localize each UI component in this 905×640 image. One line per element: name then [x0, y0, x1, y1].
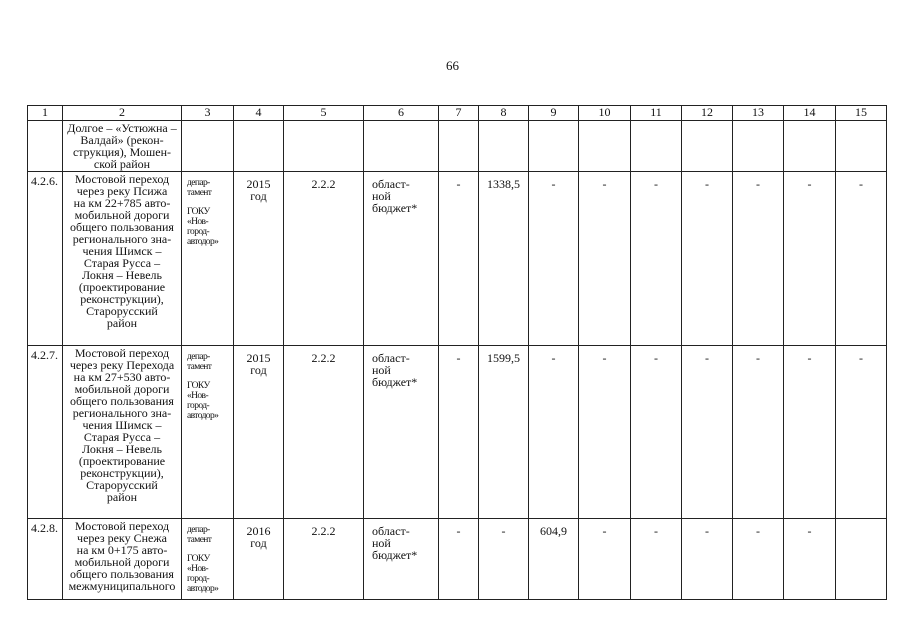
header-cell: 3 [182, 106, 234, 121]
header-row [28, 106, 887, 121]
value-cell: - [784, 172, 836, 346]
header-cell: 9 [529, 106, 579, 121]
year: 2015 год [234, 346, 284, 519]
value-cell: - [682, 519, 733, 600]
object-name: Мостовой переход через реку Перехода на км 27+530 авто- мобильной дороги общего пользования регионального зна- чения Шимск – Старая Русса – Локня – Невель (проектирование реконструкции), Старорусский район [63, 346, 182, 519]
header-cell: 13 [733, 106, 784, 121]
table-row [28, 172, 887, 346]
funding-source: област- ной бюджет* [364, 346, 439, 519]
value-cell: - [439, 172, 479, 346]
funding-source: област- ной бюджет* [364, 519, 439, 600]
value-cell: - [733, 519, 784, 600]
value-cell: - [579, 346, 631, 519]
target-code: 2.2.2 [284, 346, 364, 519]
value-cell: - [733, 172, 784, 346]
value-cell: - [682, 172, 733, 346]
value-cell: - [682, 346, 733, 519]
value-cell: - [784, 519, 836, 600]
value-cell: - [529, 346, 579, 519]
row-number: 4.2.7. [28, 346, 63, 519]
value-cell: - [631, 519, 682, 600]
value-cell: 1599,5 [479, 346, 529, 519]
value-cell: - [631, 346, 682, 519]
value-cell: - [836, 346, 887, 519]
table-row [28, 346, 887, 519]
header-cell: 2 [63, 106, 182, 121]
value-cell: - [439, 346, 479, 519]
header-cell: 7 [439, 106, 479, 121]
header-cell: 12 [682, 106, 733, 121]
header-cell: 8 [479, 106, 529, 121]
value-cell: - [733, 346, 784, 519]
header-cell: 4 [234, 106, 284, 121]
value-cell: - [529, 172, 579, 346]
value-cell: - [631, 172, 682, 346]
year: 2016 год [234, 519, 284, 600]
value-cell: 604,9 [529, 519, 579, 600]
value-cell: - [479, 519, 529, 600]
executor: депар- тамент ГОКУ «Нов- город- автодор» [182, 519, 234, 600]
header-cell: 6 [364, 106, 439, 121]
header-cell: 14 [784, 106, 836, 121]
value-cell: - [784, 346, 836, 519]
header-cell: 5 [284, 106, 364, 121]
target-code: 2.2.2 [284, 172, 364, 346]
header-cell: 11 [631, 106, 682, 121]
value-cell: - [579, 172, 631, 346]
continuation-row [28, 121, 887, 172]
object-name: Долгое – «Устюжна – Валдай» (рекон- струкция), Мошен- ской район [63, 121, 182, 172]
funding-source: област- ной бюджет* [364, 172, 439, 346]
budget-table [27, 105, 887, 600]
page-number: 66 [446, 58, 459, 73]
executor: депар- тамент ГОКУ «Нов- город- автодор» [182, 172, 234, 346]
row-number: 4.2.6. [28, 172, 63, 346]
year: 2015 год [234, 172, 284, 346]
executor: депар- тамент ГОКУ «Нов- город- автодор» [182, 346, 234, 519]
value-cell: - [439, 519, 479, 600]
object-name: Мостовой переход через реку Псижа на км 22+785 авто- мобильной дороги общего пользования регионального зна- чения Шимск – Старая Русса – Локня – Невель (проектирование реконструкции), Старорусский район [63, 172, 182, 346]
table-row [28, 519, 887, 600]
value-cell [836, 519, 887, 600]
header-cell: 1 [28, 106, 63, 121]
header-cell: 10 [579, 106, 631, 121]
value-cell: - [836, 172, 887, 346]
row-number: 4.2.8. [28, 519, 63, 600]
target-code: 2.2.2 [284, 519, 364, 600]
object-name: Мостовой переход через реку Снежа на км 0+175 авто- мобильной дороги общего пользования межмуниципального [63, 519, 182, 600]
header-cell: 15 [836, 106, 887, 121]
value-cell: 1338,5 [479, 172, 529, 346]
value-cell: - [579, 519, 631, 600]
